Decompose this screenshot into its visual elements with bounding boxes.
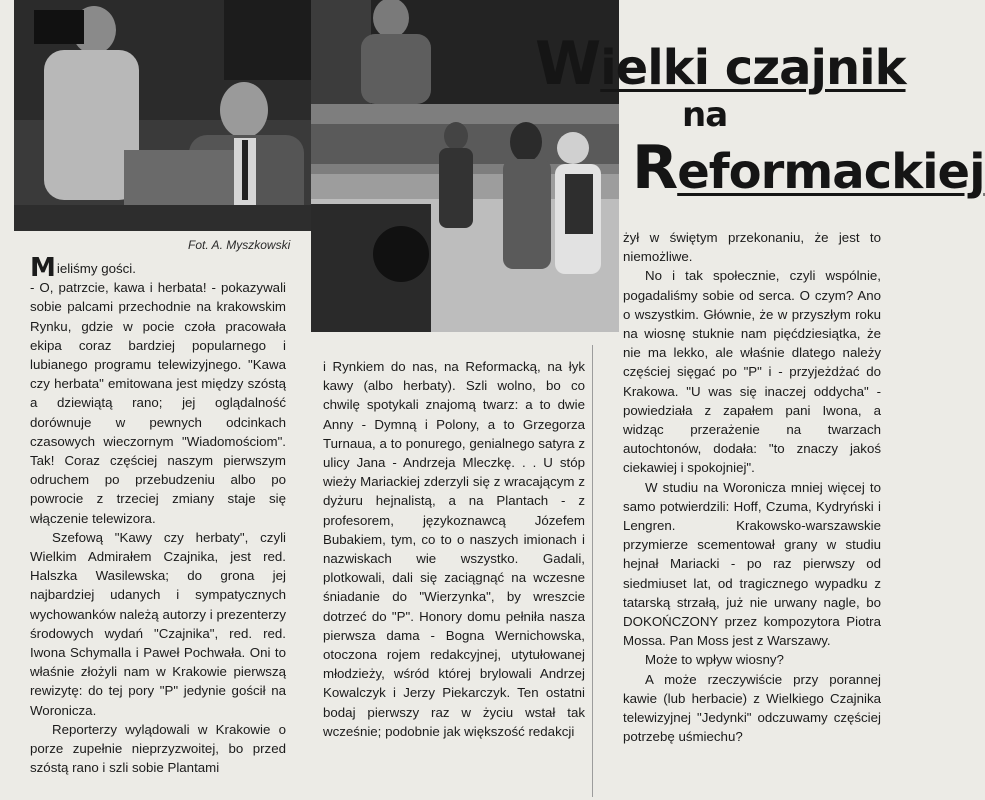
- column-divider: [592, 345, 593, 797]
- headline-line-3: Reformackiej: [632, 133, 985, 203]
- headline-line-2: na: [682, 95, 728, 135]
- article-paragraph: A może rzeczywiście przy porannej kawie (lub herbacie) z Wielkiego Czajnika telewizyjnej "Jedynki" odczuwamy częściej potrzebę uśmiechu?: [623, 671, 881, 745]
- headline-line-1: Wielki czajnik: [535, 29, 906, 99]
- photo-credit: Fot. A. Myszkowski: [188, 238, 291, 252]
- article-column-1: [30, 253, 286, 777]
- article-paragraph: W studiu na Woronicza mniej więcej to samo potwierdzili: Hoff, Czuma, Kydryński i Lengren. Krakowsko-warszawskie przymierze scementował grany w studiu hejnał Mariacki - po raz pierwszy od siedmiuset lat, od tragicznego wypadku z tatarską strzałą, już nie urwany nagle, bo DOKOŃCZONY przez kompozytora Piotra Mossa. Pan Moss jest z Warszawy.: [623, 479, 881, 649]
- article-paragraph: Może to wpływ wiosny?: [645, 652, 784, 668]
- article-paragraph: Mieliśmy gości.: [30, 253, 136, 283]
- article-paragraph: żył w świętym przekonaniu, że jest to niemożliwe.: [623, 230, 881, 265]
- studio-photo-image: [14, 0, 314, 231]
- article-paragraph: i Rynkiem do nas, na Reformacką, na łyk kawy (albo herbaty). Szli wolno, bo co chwilę spotykali znajomą twarz: a to dwie Anny - Dymną i Polony, a to Grzegorza Turnaua, a to ponurego, genialnego satyra z ulicy Jana - Andrzeja Mleczkę. . . U stóp wieży Mariackiej zderzyli się z wracającym z dyżuru hejnalistą, a na Plantach - z profesorem, językoznawcą Józefem Bubakiem, tym, co to o naszych imionach i nazwiskach wie wszystko. Gadali, plotkowali, dali się zaciągnąć na wczesne śniadanie do "Wierzynka", by wreszcie dotrzeć do "P". Honory domu pełniła nasza pierwsza dama - Bogna Wernichowska, otoczona rojem redakcyjnej, utytułowanej młodzieży, wśród której brylowali Andrzej Kowalczyk i Jerzy Piekarczyk. Ten ostatni bodaj pierwszy raz w życiu wstał tak wcześnie; podobnie jak większość redakcji: [323, 359, 585, 739]
- article-paragraph: Reporterzy wylądowali w Krakowie o porze zupełnie nieprzyzwoitej, bo przed szóstą rano i szli sobie Plantami: [30, 721, 286, 776]
- article-column-3: [623, 228, 881, 746]
- article-paragraph: - O, patrzcie, kawa i herbata! - pokazywali sobie palcami przechodnie na krakowskim Rynku, gdzie w pocie czoła pracowała ekipa coraz bardziej popularnego i lubianego programu telewizyjnego. "Kawa czy herbata" emitowana jest między szóstą a dziewiątą rano; jej oglądalność dorównuje w pewnych odcinkach czasowych wieczornym "Wiadomościom". Tak! Coraz częściej naszym pierwszym odruchem po przebudzeniu albo po powrocie z trzeciej zmiany staje się włączenie telewizora.: [30, 280, 286, 526]
- article-paragraph: No i tak społecznie, czyli wspólnie, pogadaliśmy sobie od serca. O czym? Ano o wszystkim. Głównie, że w przyszłym roku na wiosnę stuknie nam pięćdziesiątka, że nie ma lekko, ale właśnie dlatego należy częściej sięgać po "P" i - przyjeżdżać do Krakowa. "U was się inaczej oddycha" - powiedziała z zapałem pani Iwona, a widząc przerażenie na twarzach autochtonów, dodała: "to znaczy jakoś ciekawiej i spokojniej".: [623, 268, 881, 476]
- market-square-photo-image: [311, 104, 619, 332]
- drop-cap: M: [30, 253, 56, 283]
- studio-photo: [14, 0, 314, 231]
- article-paragraph: Szefową "Kawy czy herbaty", czyli Wielkim Admirałem Czajnika, jest red. Halszka Wasilewska; do grona jej najbardziej udanych i sympatycznych wychowanków należą autorzy i prezenterzy środowych wydań "Czajnika", red. red. Iwona Schymalla i Paweł Pochwała. Oni to właśnie złożyli nam w Krakowie pierwszą rewizytę: do tej pory "P" jedynie gościł na Woronicza.: [30, 529, 286, 718]
- article-column-2: [323, 357, 585, 741]
- market-square-photo: [311, 104, 619, 332]
